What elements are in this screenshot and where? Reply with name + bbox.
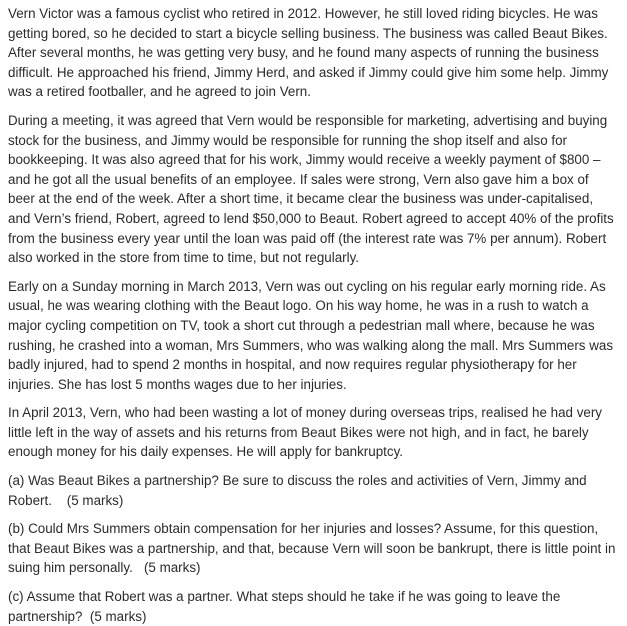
paragraph-meeting: During a meeting, it was agreed that Vern would be responsible for marketing, advertising and buying stock for the business, and Jimmy would be responsible for running the shop itself and also for bookkeeping. It was also agreed that for his work, Jimmy would receive a weekly payment of $800 – and he got all the usual benefits of an employee. If sales were strong, Vern also gave him a box of beer at the end of the week. After a short time, it became clear the business was under-capitalised, and Vern’s friend, Robert, agreed to lend $50,000 to Beaut. Robert agreed to accept 40% of the profits from the business every year until the loan was paid off (the interest rate was 7% per annum). Robert also worked in the store from time to time, but not regularly. <box>8 112 614 266</box>
paragraph-intro: Vern Victor was a famous cyclist who retired in 2012. However, he still loved riding bicycles. He was getting bored, so he decided to start a bicycle selling business. The business was called Beaut Bikes. After several months, he was getting very busy, and he found many aspects of running the business difficult. He approached his friend, Jimmy Herd, and asked if Jimmy could give him some help. Jimmy was a retired footballer, and he agreed to join Vern. <box>8 6 609 100</box>
paragraph-accident: Early on a Sunday morning in March 2013, Vern was out cycling on his regular early morning ride. As usual, he was wearing clothing with the Beaut logo. On his way home, he was in a rush to watch a major cycling competition on TV, took a short cut through a pedestrian mall where, because he was rushing, he crashed into a woman, Mrs Summers, who was walking along the mall. Mrs Summers was badly injured, had to spend 2 months in hospital, and now requires regular physiotherapy for her injuries. She has lost 5 months wages due to her injuries. <box>8 278 614 392</box>
question-a: (a) Was Beaut Bikes a partnership? Be sure to discuss the roles and activities of Vern, Jimmy and Robert. (5 marks) <box>8 473 591 508</box>
paragraph-bankruptcy: In April 2013, Vern, who had been wasting a lot of money during overseas trips, realised he had very little left in the way of assets and his returns from Beaut Bikes were not high, and in fact, he barely enough money for his daily expenses. He will apply for bankruptcy. <box>8 405 603 460</box>
question-b: (b) Could Mrs Summers obtain compensation for her injuries and losses? Assume, for this question, that Beaut Bikes was a partnership, and that, because Vern will soon be bankrupt, there is little point in suing him personally. (5 marks) <box>8 521 620 576</box>
question-c: (c) Assume that Robert was a partner. What steps should he take if he was going to leave the partnership? (5 marks) <box>8 589 565 624</box>
